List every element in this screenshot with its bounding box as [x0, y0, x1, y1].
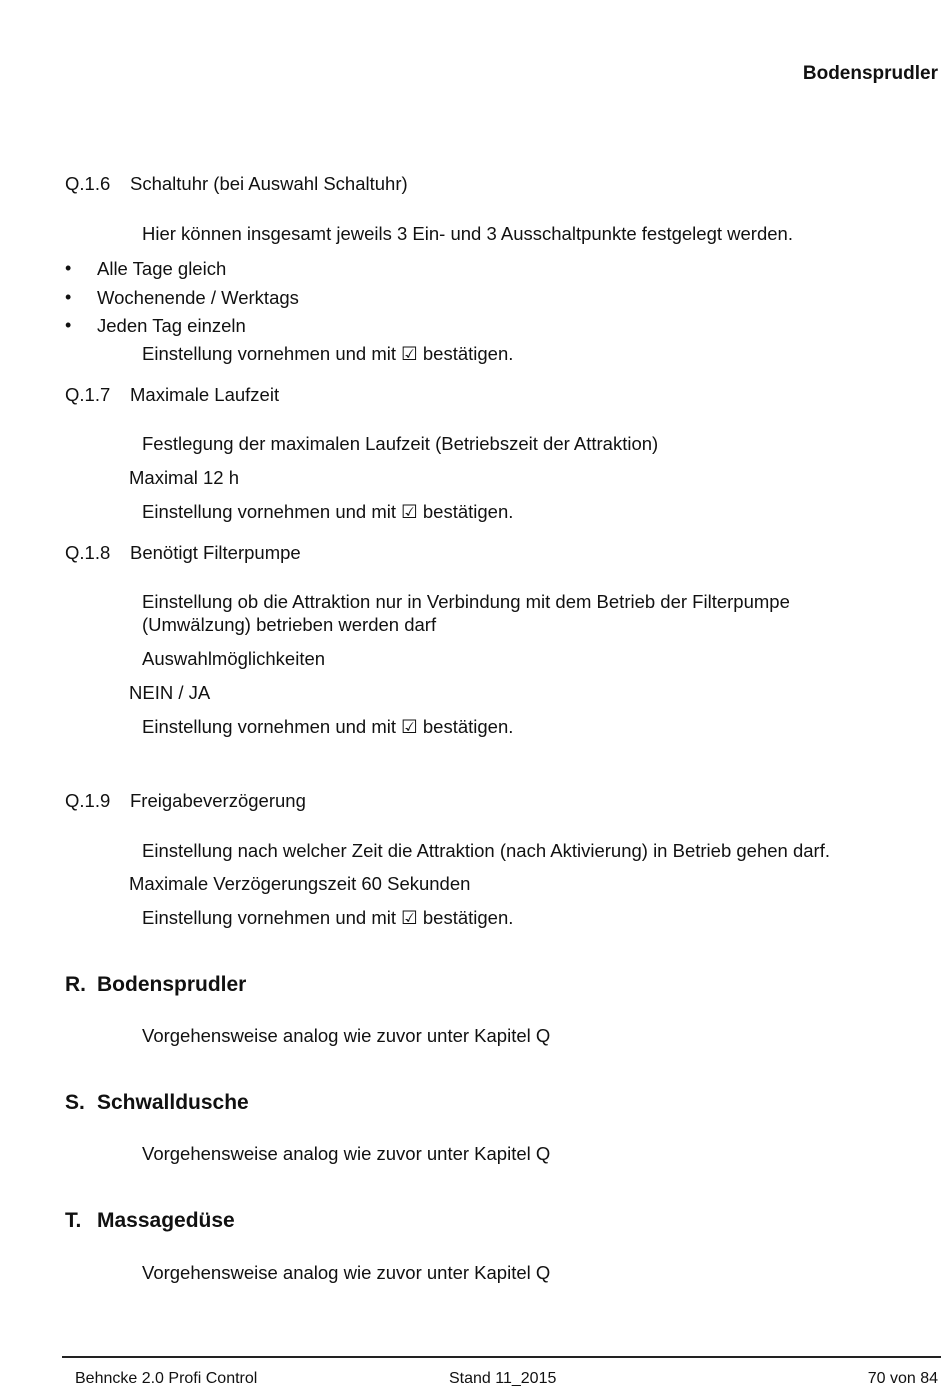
bullet-icon: • — [65, 287, 72, 307]
q16-bullet-2: Wochenende / Werktags — [97, 287, 299, 308]
q17-title: Maximale Laufzeit — [130, 384, 280, 405]
bullet-icon: • — [65, 315, 72, 335]
q17-number: Q.1.7 — [65, 384, 111, 405]
q18-title: Benötigt Filterpumpe — [130, 542, 301, 563]
section-t-letter: T. — [65, 1209, 82, 1232]
footer-page-number: 70 von 84 — [867, 1370, 938, 1387]
q18-number: Q.1.8 — [65, 542, 111, 563]
q18-desc-line-1: Einstellung ob die Attraktion nur in Verbindung mit dem Betrieb der Filterpumpe — [142, 591, 790, 612]
q19-number: Q.1.9 — [65, 790, 111, 811]
q18-options-label: Auswahlmöglichkeiten — [142, 648, 326, 669]
q17-desc: Festlegung der maximalen Laufzeit (Betriebszeit der Attraktion) — [142, 433, 659, 454]
section-r-title: Bodensprudler — [97, 973, 247, 996]
q18-options: NEIN / JA — [129, 682, 211, 703]
q16-bullet-3: Jeden Tag einzeln — [97, 315, 246, 336]
footer-product: Behncke 2.0 Profi Control — [75, 1370, 258, 1387]
section-s-title: Schwalldusche — [97, 1091, 249, 1114]
section-t-text: Vorgehensweise analog wie zuvor unter Kapitel Q — [142, 1262, 551, 1283]
section-s-letter: S. — [65, 1091, 85, 1114]
page-header-title: Bodensprudler — [802, 63, 938, 84]
q19-desc: Einstellung nach welcher Zeit die Attraktion (nach Aktivierung) in Betrieb gehen darf. — [142, 840, 830, 861]
q16-number: Q.1.6 — [65, 173, 111, 194]
footer-divider — [62, 1356, 941, 1358]
q18-confirm: Einstellung vornehmen und mit ☑ bestätigen. — [142, 716, 514, 737]
section-r-text: Vorgehensweise analog wie zuvor unter Kapitel Q — [142, 1025, 551, 1046]
q17-confirm: Einstellung vornehmen und mit ☑ bestätigen. — [142, 501, 514, 522]
q19-confirm: Einstellung vornehmen und mit ☑ bestätigen. — [142, 907, 514, 928]
q16-title: Schaltuhr (bei Auswahl Schaltuhr) — [130, 173, 408, 194]
bullet-icon: • — [65, 258, 72, 278]
q16-intro: Hier können insgesamt jeweils 3 Ein- und 3 Ausschaltpunkte festgelegt werden. — [142, 223, 793, 244]
q16-bullet-1: Alle Tage gleich — [97, 258, 227, 279]
q19-title: Freigabeverzögerung — [130, 790, 306, 811]
section-s-text: Vorgehensweise analog wie zuvor unter Kapitel Q — [142, 1143, 551, 1164]
section-t-title: Massagedüse — [97, 1209, 235, 1232]
q19-value: Maximale Verzögerungszeit 60 Sekunden — [129, 873, 471, 894]
footer-version: Stand 11_2015 — [449, 1370, 557, 1387]
q17-value: Maximal 12 h — [129, 467, 240, 488]
section-r-letter: R. — [65, 973, 86, 996]
q16-confirm: Einstellung vornehmen und mit ☑ bestätigen. — [142, 343, 514, 364]
q18-desc-line-2: (Umwälzung) betrieben werden darf — [142, 614, 437, 635]
